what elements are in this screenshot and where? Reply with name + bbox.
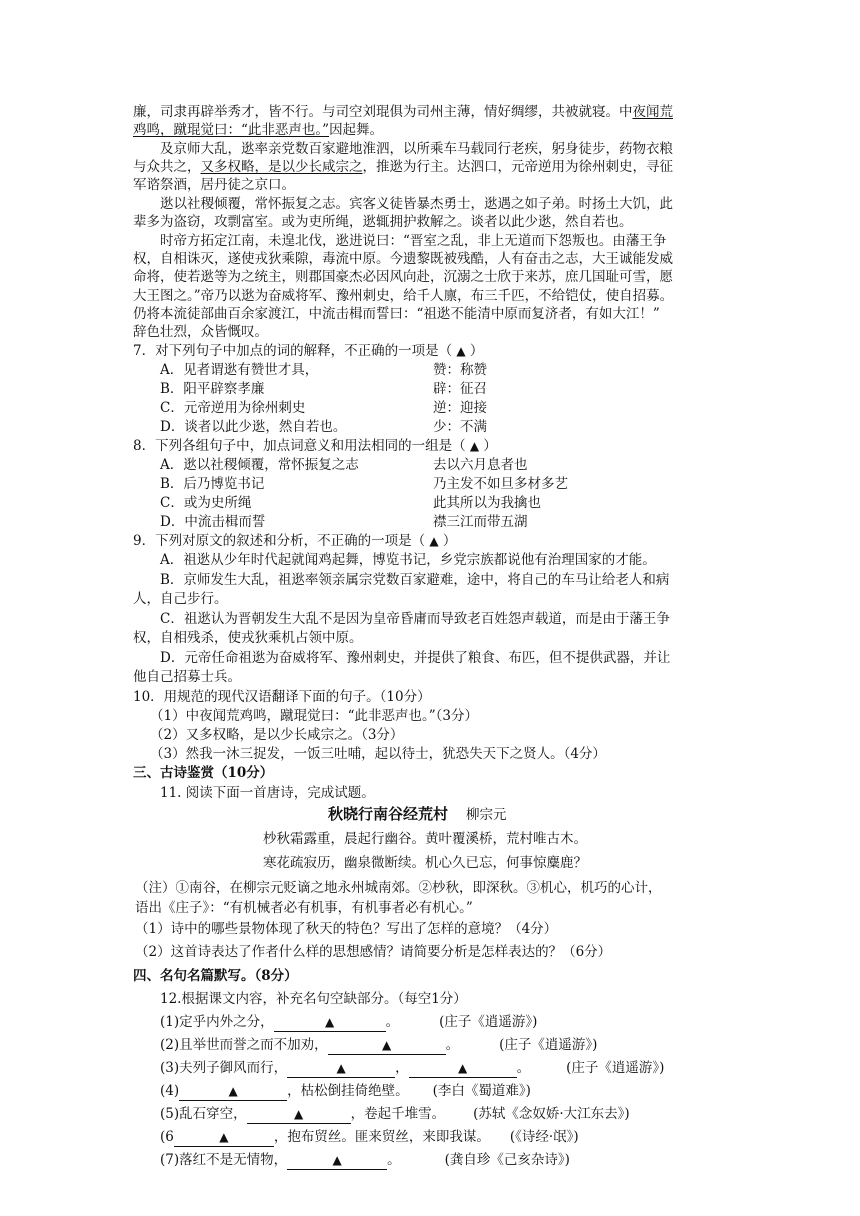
section-4-heading: 四、名句名篇默写。（8分）	[133, 968, 298, 984]
dictation-source: (《诗经·氓》)	[509, 1129, 579, 1145]
passage-line-2	[133, 121, 383, 139]
dictation-item-2	[160, 1036, 597, 1055]
dictation-prefix: (4)	[160, 1083, 180, 1099]
q8-pair-c: 此其所以为我擒也	[433, 495, 541, 511]
q8-option-c: C．或为史所绳	[160, 495, 252, 511]
dictation-prefix: (2)且举世而誉之而不加劝，	[160, 1037, 328, 1053]
dictation-source: (苏轼《念奴娇·大江东去》)	[473, 1106, 630, 1122]
q8-pair-a: 去以六月息者也	[433, 457, 528, 473]
answer-mark-icon: ▲	[469, 439, 480, 453]
q8-option-a: A．逖以社稷倾覆，常怀振复之志	[160, 457, 359, 473]
dictation-suffix: 。	[385, 1014, 400, 1030]
q9-option-d-line1: D．元帝任命祖逖为奋威将军、豫州刺史，并提供了粮食、布匹，但不提供武器，并让	[160, 650, 671, 666]
dictation-item-4	[160, 1082, 531, 1101]
q10-sentence-2: （2）又多权略，是以少长咸宗之。（3分）	[150, 727, 404, 743]
q8-pair-b: 乃主发不如旦多材多艺	[433, 476, 568, 492]
answer-blank[interactable]	[287, 1151, 387, 1170]
section-3-heading: 三、古诗鉴赏（10分）	[133, 765, 274, 781]
dictation-source: (庄子《逍遥游》)	[566, 1060, 665, 1076]
q11-sub-2: （2）这首诗表达了作者什么样的思想感情？请简要分析是怎样表达的？（6分）	[135, 944, 612, 960]
passage-line-12: 仍将本流徒部曲百余家渡江，中流击楫而誓曰：“祖逖不能清中原而复济者，有如大江！”	[133, 306, 660, 322]
q11-sub-1: （1）诗中的哪些景物体现了秋天的特色？写出了怎样的意境？（4分）	[135, 921, 558, 937]
passage-line-9: 权，自相诛灭，遂使戎狄乘隙，毒流中原。今遗黎既被残酷，人有奋击之志，大王诚能发威	[133, 251, 673, 267]
passage-line-10: 命将，使若逖等为之统主，则郡国豪杰必因风向赴，沉溺之士欣于来苏，庶几国耻可雪，愿	[133, 269, 673, 285]
passage-line-7: 辈多为盗窃，攻剽富室。或为吏所绳，逖辄拥护救解之。谈者以此少逖，然自若也。	[133, 214, 633, 230]
q7-option-d: D．谈者以此少逖，然自若也。	[160, 419, 347, 435]
dictation-item-6	[160, 1128, 579, 1147]
q7-stem	[133, 342, 483, 360]
q7-option-a: A．见者谓逖有赞世才具，	[160, 362, 319, 378]
answer-blank[interactable]	[328, 1036, 446, 1055]
answer-mark-icon: ▲	[456, 344, 466, 358]
answer-mark-icon: ▲	[332, 1153, 342, 1167]
passage-line-8: 时帝方拓定江南，未遑北伐，逖进说曰：“晋室之乱，非上无道而下怨叛也。由藩王争	[160, 233, 667, 249]
passage-line-11: 大王图之。”帝乃以逖为奋威将军、豫州刺史，给千人廪，布三千匹，不给铠仗，使自招募。	[133, 288, 674, 304]
q8-stem	[133, 437, 497, 455]
poem-header	[328, 805, 507, 824]
q8-pair-d: 襟三江而带五湖	[433, 514, 528, 530]
q9-stem	[133, 532, 456, 550]
q9-option-c-line1: C．祖逖认为晋朝发生大乱不是因为皇帝昏庸而导致老百姓怨声载道，而是由于藩王争	[160, 611, 670, 627]
answer-blank[interactable]	[409, 1059, 517, 1078]
q9-close: ）	[442, 533, 457, 549]
answer-blank[interactable]	[274, 1013, 386, 1032]
underlined-phrase: 又多权略，是以少长咸宗之	[200, 159, 363, 175]
dictation-suffix: ，卷起千堆雪。	[350, 1106, 446, 1122]
answer-blank[interactable]	[179, 1082, 287, 1101]
passage-line-5: 军谘祭酒，居丹徒之京口。	[133, 177, 295, 193]
answer-mark-icon: ▲	[219, 1130, 229, 1144]
q8-stem-text: 8．下列各组句子中，加点词意义和用法相同的一组是（	[133, 438, 466, 454]
dictation-prefix: (6	[160, 1129, 174, 1145]
q11-stem: 11. 阅读下面一首唐诗，完成试题。	[160, 785, 375, 801]
q9-option-b-line2: 人，自己步行。	[133, 591, 228, 607]
dictation-separator: ，	[395, 1060, 409, 1076]
passage-text: 与众共之，	[133, 159, 201, 175]
q10-sentence-3: （3）然我一沐三捉发，一饭三吐哺，起以待士，犹恐失天下之贤人。（4分）	[150, 746, 606, 762]
passage-line-13: 辞色壮烈，众皆慨叹。	[133, 324, 268, 340]
answer-mark-icon: ▲	[336, 1061, 346, 1075]
q8-close: ）	[483, 438, 497, 454]
underlined-phrase: 夜闻荒	[632, 104, 673, 120]
answer-mark-icon: ▲	[325, 1015, 335, 1029]
q7-option-c: C．元帝逆用为徐州刺史	[160, 400, 306, 416]
passage-line-6: 逖以社稷倾覆，常怀振复之志。宾客义徒皆暴杰勇士，逖遇之如子弟。时扬土大饥，此	[160, 196, 673, 212]
answer-mark-icon: ▲	[429, 534, 439, 548]
answer-mark-icon: ▲	[458, 1061, 468, 1075]
poem-author: 柳宗元	[466, 807, 507, 823]
answer-blank[interactable]	[247, 1105, 351, 1124]
q7-gloss-a: 赞：称赞	[433, 362, 487, 378]
dictation-prefix: (7)落红不是无情物，	[160, 1152, 288, 1168]
dictation-prefix: (3)夫列子御风而行，	[160, 1060, 288, 1076]
q10-stem: 10．用规范的现代汉语翻译下面的句子。（10分）	[133, 689, 431, 705]
passage-text: ，推逖为行主。达泗口，元帝逆用为徐州刺史，寻征	[362, 159, 673, 175]
dictation-item-5	[160, 1105, 630, 1124]
passage-line-1	[133, 103, 673, 121]
underlined-phrase: 鸡鸣，蹴琨觉曰：“此非恶声也。”	[133, 122, 330, 138]
passage-text: 及京师大乱，逖率亲党数百家避地淮泗，以所乘车马载同行老疾，躬身徒步，药物衣粮	[160, 141, 673, 157]
dictation-suffix: ，抱布贸丝。匪来贸丝，来即我谋。	[273, 1129, 490, 1145]
q10-sentence-1: （1）中夜闻荒鸡鸣，蹴琨觉曰：“此非恶声也。”（3分）	[150, 708, 478, 724]
q9-option-b-line1: B．京师发生大乱，祖逖率领亲属宗党数百家避难，途中，将自己的车马让给老人和病	[160, 572, 670, 588]
dictation-item-3	[160, 1059, 664, 1078]
answer-mark-icon: ▲	[294, 1107, 304, 1121]
dictation-source: (庄子《逍遥游》)	[499, 1037, 598, 1053]
dictation-prefix: (1)定乎内外之分，	[160, 1014, 274, 1030]
passage-text: 廉，司隶再辟举秀才，皆不行。与司空刘琨俱为司州主薄，情好绸缪，共被就寝。中	[133, 104, 633, 120]
q8-option-d: D．中流击楫而誓	[160, 514, 266, 530]
q7-stem-text: 7．对下列句子中加点的词的解释，不正确的一项是（	[133, 343, 453, 359]
dictation-suffix: 。	[516, 1060, 531, 1076]
answer-mark-icon: ▲	[228, 1084, 238, 1098]
passage-line-4	[133, 158, 673, 176]
q7-gloss-c: 逆：迎接	[433, 400, 487, 416]
dictation-suffix: 。	[445, 1037, 460, 1053]
q7-close: ）	[469, 343, 484, 359]
answer-blank[interactable]	[287, 1059, 395, 1078]
poem-note-line1: （注）①南谷，在柳宗元贬谪之地永州城南郊。②杪秋，即深秋。③机心，机巧的心计，	[135, 880, 662, 896]
q8-option-b: B．后乃博览书记	[160, 476, 265, 492]
poem-line-1: 杪秋霜露重，晨起行幽谷。黄叶覆溪桥，荒村唯古木。	[263, 831, 587, 847]
dictation-item-1	[160, 1013, 537, 1032]
q12-stem: 12.根据课文内容，补充名句空缺部分。（每空1分）	[160, 991, 467, 1007]
dictation-source: (李白《蜀道难》)	[432, 1083, 531, 1099]
q7-gloss-b: 辟：征召	[433, 381, 487, 397]
q9-option-d-line2: 他自己招募士兵。	[133, 669, 241, 685]
dictation-suffix: ，枯松倒挂倚绝壁。	[287, 1083, 409, 1099]
passage-text: 因起舞。	[329, 122, 384, 138]
dictation-source: (龚自珍《己亥杂诗》)	[444, 1152, 570, 1168]
dictation-prefix: (5)乱石穿空，	[160, 1106, 247, 1122]
q9-option-a: A．祖逖从少年时代起就闻鸡起舞，博览书记，乡党宗族都说他有治理国家的才能。	[160, 552, 656, 568]
answer-blank[interactable]	[174, 1128, 274, 1147]
q9-option-c-line2: 权，自相残杀，使戎狄乘机占领中原。	[133, 630, 363, 646]
dictation-source: (庄子《逍遥游》)	[439, 1014, 538, 1030]
passage-line-3	[160, 140, 673, 158]
poem-note-line2: 语出《庄子》：“有机械者必有机事，有机事者必有机心。”	[135, 900, 473, 916]
poem-line-2: 寒花疏寂历，幽泉微断续。机心久已忘，何事惊麋鹿？	[263, 855, 587, 871]
answer-mark-icon: ▲	[382, 1038, 392, 1052]
q7-option-b: B．阳平辟察孝廉	[160, 381, 265, 397]
dictation-item-7	[160, 1151, 570, 1170]
q9-stem-text: 9．下列对原文的叙述和分析，不正确的一项是（	[133, 533, 426, 549]
q7-gloss-d: 少：不满	[433, 419, 487, 435]
poem-title: 秋晓行南谷经荒村	[328, 805, 449, 823]
dictation-suffix: 。	[387, 1152, 401, 1168]
